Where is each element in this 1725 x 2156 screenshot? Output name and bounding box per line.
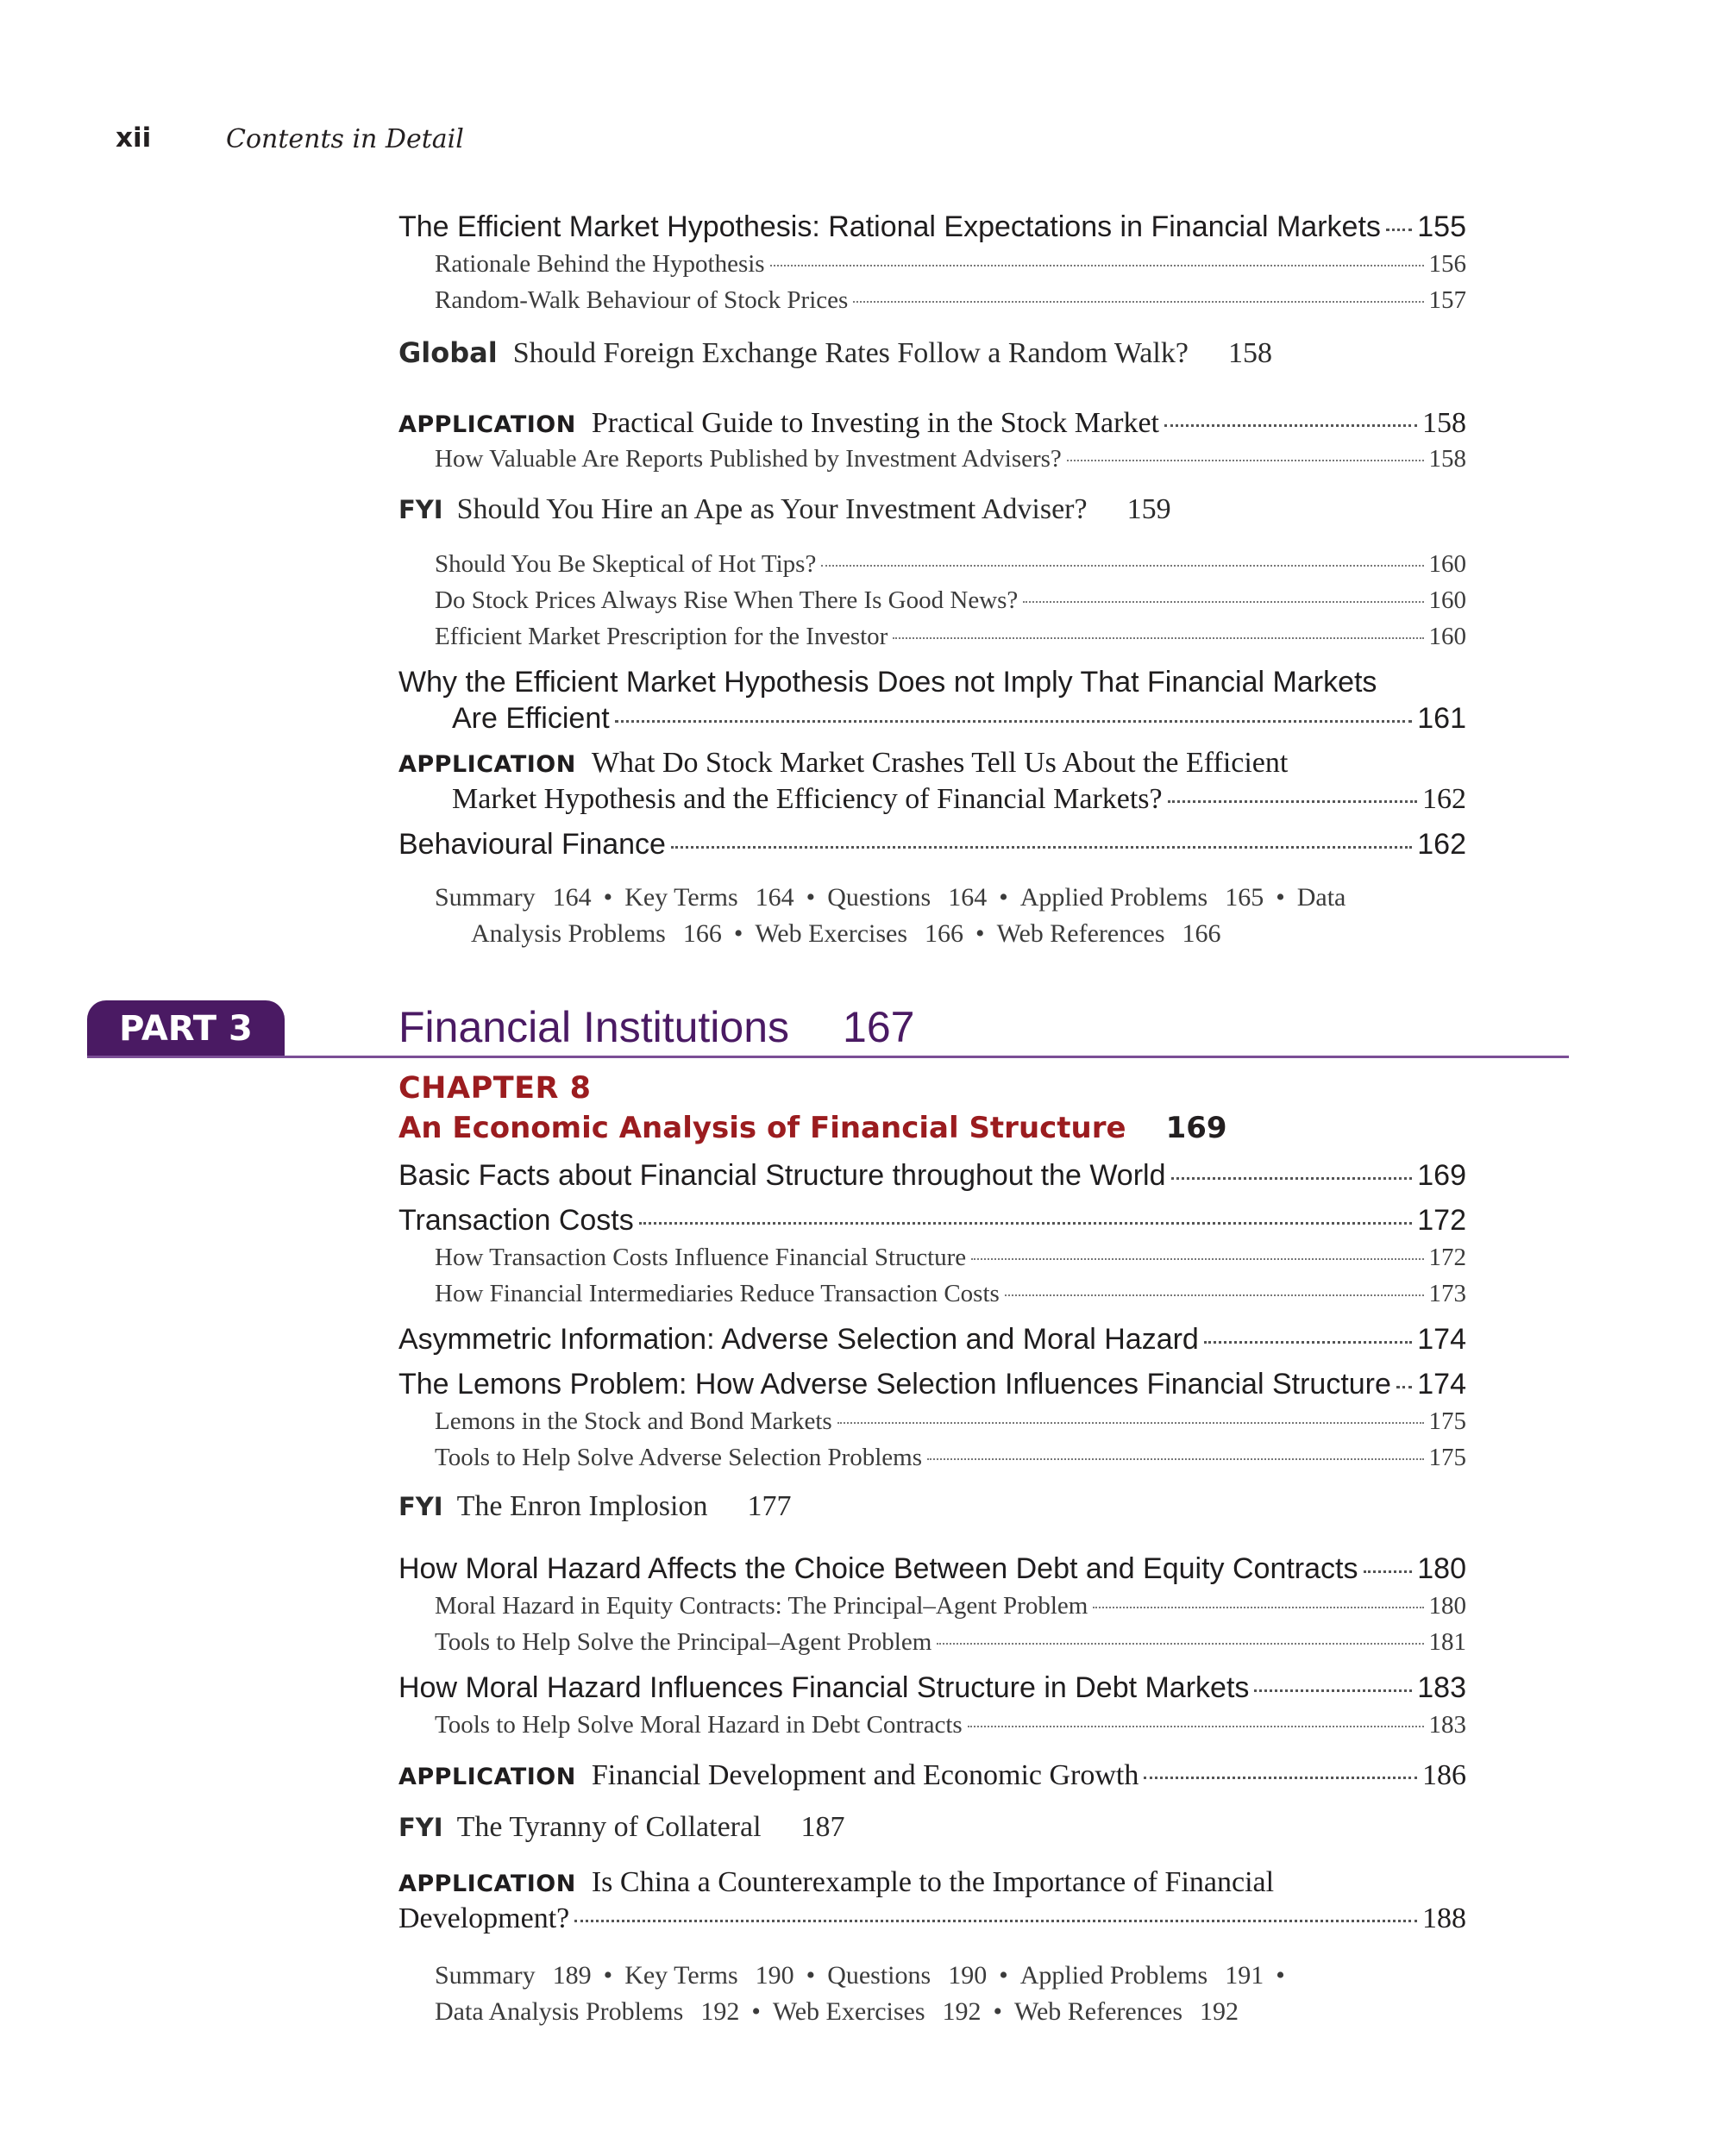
toc-entry-asymmetric-information[interactable] bbox=[398, 1323, 1466, 1357]
entry-page: 175 bbox=[1428, 1444, 1466, 1471]
entry-title: Asymmetric Information: Adverse Selection and Moral Hazard bbox=[398, 1323, 1199, 1356]
box-page: 158 bbox=[1227, 337, 1272, 369]
toc-box-fyi[interactable] bbox=[398, 493, 1171, 526]
toc-entry-why-emh[interactable] bbox=[398, 666, 1466, 699]
dot-leader bbox=[937, 1643, 1423, 1645]
toc-entry-behavioural-finance[interactable] bbox=[398, 828, 1466, 862]
entry-title: Transaction Costs bbox=[398, 1204, 634, 1237]
dot-leader bbox=[1093, 1607, 1423, 1608]
dot-leader bbox=[639, 1222, 1413, 1225]
dot-leader bbox=[1386, 229, 1412, 231]
entry-page: 181 bbox=[1428, 1628, 1466, 1656]
entry-page: 174 bbox=[1417, 1368, 1466, 1401]
dot-leader bbox=[615, 720, 1413, 723]
toc-box-global[interactable] bbox=[398, 336, 1272, 370]
dot-leader bbox=[1396, 1386, 1412, 1388]
entry-page: 155 bbox=[1417, 210, 1466, 243]
part-title-text: Financial Institutions bbox=[398, 1003, 790, 1051]
toc-application[interactable] bbox=[398, 747, 1466, 780]
entry-page: 180 bbox=[1417, 1552, 1466, 1585]
entry-title: How Financial Intermediaries Reduce Transaction Costs bbox=[435, 1280, 1000, 1307]
toc-entry-transaction-costs[interactable] bbox=[398, 1204, 1466, 1238]
part-title[interactable] bbox=[398, 1002, 914, 1052]
toc-box-fyi[interactable] bbox=[398, 1811, 845, 1844]
entry-page: 173 bbox=[1428, 1280, 1466, 1307]
entry-title: Random-Walk Behaviour of Stock Prices bbox=[435, 286, 849, 314]
entry-title: Tools to Help Solve the Principal–Agent Problem bbox=[435, 1628, 932, 1656]
key-terms-link[interactable]: Key Terms 190 bbox=[624, 1961, 794, 1990]
entry-title: Do Stock Prices Always Rise When There Is Good News? bbox=[435, 586, 1019, 614]
entry-title-line2: Market Hypothesis and the Efficiency of Financial Markets? bbox=[452, 783, 1163, 815]
entry-page: 162 bbox=[1417, 828, 1466, 861]
bullet: • bbox=[806, 1961, 816, 1990]
data-analysis-link[interactable]: Data Analysis Problems 192 bbox=[435, 1997, 740, 2026]
bullet: • bbox=[1276, 1961, 1285, 1990]
dot-leader bbox=[671, 846, 1412, 849]
toc-subentry[interactable] bbox=[435, 1444, 1466, 1472]
dot-leader bbox=[1171, 1177, 1413, 1180]
dot-leader bbox=[1164, 424, 1417, 427]
toc-application-continued[interactable] bbox=[452, 783, 1466, 816]
toc-subentry[interactable] bbox=[435, 1280, 1466, 1308]
entry-page: 160 bbox=[1428, 623, 1466, 650]
toc-subentry[interactable] bbox=[435, 550, 1466, 579]
entry-title: Moral Hazard in Equity Contracts: The Principal–Agent Problem bbox=[435, 1592, 1088, 1620]
dot-leader bbox=[1254, 1689, 1412, 1692]
entry-title-line1: Is China a Counterexample to the Importance of Financial bbox=[591, 1866, 1275, 1898]
entry-page: 156 bbox=[1428, 250, 1466, 278]
toc-entry-why-emh-continued[interactable] bbox=[452, 702, 1466, 736]
entry-page: 160 bbox=[1428, 550, 1466, 578]
toc-subentry[interactable] bbox=[435, 586, 1466, 615]
part-page: 167 bbox=[843, 1003, 915, 1051]
entry-page: 158 bbox=[1428, 445, 1466, 473]
entry-title: How Moral Hazard Influences Financial Structure in Debt Markets bbox=[398, 1671, 1250, 1704]
dot-leader bbox=[821, 565, 1423, 567]
dot-leader bbox=[893, 637, 1423, 639]
dot-leader bbox=[1067, 460, 1424, 461]
chapter-title-text: An Economic Analysis of Financial Structure bbox=[398, 1111, 1126, 1145]
chapter-end-matter bbox=[435, 880, 1466, 952]
box-title: Should Foreign Exchange Rates Follow a Random Walk? bbox=[512, 337, 1189, 369]
key-terms-link[interactable]: Key Terms 164 bbox=[624, 883, 794, 912]
toc-subentry[interactable] bbox=[435, 250, 1466, 279]
toc-subentry[interactable] bbox=[435, 445, 1466, 473]
dot-leader bbox=[837, 1422, 1424, 1424]
entry-page: 180 bbox=[1428, 1592, 1466, 1620]
page-folio: xii bbox=[116, 122, 152, 154]
dot-leader bbox=[968, 1726, 1424, 1727]
toc-subentry[interactable] bbox=[435, 1407, 1466, 1436]
bullet: • bbox=[733, 919, 743, 948]
part-label: PART 3 bbox=[87, 1000, 285, 1057]
entry-title: How Valuable Are Reports Published by Investment Advisers? bbox=[435, 445, 1062, 473]
entry-title: How Moral Hazard Affects the Choice Between Debt and Equity Contracts bbox=[398, 1552, 1358, 1585]
toc-subentry[interactable] bbox=[435, 286, 1466, 315]
entry-page: 172 bbox=[1428, 1244, 1466, 1271]
running-head: Contents in Detail bbox=[226, 124, 464, 154]
toc-application[interactable] bbox=[398, 407, 1466, 440]
web-references-link[interactable]: Web References 192 bbox=[1014, 1997, 1239, 2026]
application-tag: APPLICATION bbox=[398, 751, 576, 778]
bullet: • bbox=[999, 1961, 1008, 1990]
entry-title: How Transaction Costs Influence Financial Structure bbox=[435, 1244, 967, 1271]
entry-title: Tools to Help Solve Adverse Selection Problems bbox=[435, 1444, 923, 1471]
application-tag: APPLICATION bbox=[398, 411, 576, 438]
entry-page: 183 bbox=[1417, 1671, 1466, 1704]
part-divider bbox=[87, 1056, 1569, 1058]
entry-title-line2: Are Efficient bbox=[452, 702, 610, 735]
entry-title: Lemons in the Stock and Bond Markets bbox=[435, 1407, 832, 1435]
dot-leader bbox=[853, 301, 1423, 303]
questions-link[interactable]: Questions 190 bbox=[827, 1961, 988, 1990]
box-tag: FYI bbox=[398, 1813, 443, 1842]
dot-leader bbox=[1005, 1294, 1424, 1296]
box-title: Should You Hire an Ape as Your Investment Adviser? bbox=[456, 493, 1088, 525]
dot-leader bbox=[1364, 1570, 1413, 1573]
entry-page: 169 bbox=[1417, 1159, 1466, 1192]
web-exercises-link[interactable]: Web Exercises 192 bbox=[772, 1997, 982, 2026]
entry-title: Practical Guide to Investing in the Stock Market bbox=[591, 407, 1159, 439]
toc-entry-moral-hazard-debt-equity[interactable] bbox=[398, 1552, 1466, 1586]
toc-entry-moral-hazard-debt-markets[interactable] bbox=[398, 1671, 1466, 1705]
data-analysis-link-part1[interactable]: Data bbox=[1296, 883, 1346, 912]
chapter-label: CHAPTER 8 bbox=[398, 1071, 592, 1106]
box-page: 177 bbox=[747, 1490, 792, 1522]
entry-page: 172 bbox=[1417, 1204, 1466, 1237]
application-tag: APPLICATION bbox=[398, 1871, 576, 1897]
entry-title: The Efficient Market Hypothesis: Rational Expectations in Financial Markets bbox=[398, 210, 1381, 243]
entry-page: 161 bbox=[1417, 702, 1466, 735]
box-tag: FYI bbox=[398, 495, 443, 524]
summary-link[interactable]: Summary 164 bbox=[435, 883, 592, 912]
bullet: • bbox=[999, 883, 1008, 912]
dot-leader bbox=[770, 265, 1424, 266]
end-matter-line1 bbox=[435, 880, 1466, 916]
entry-page: 158 bbox=[1422, 407, 1466, 439]
data-analysis-link-part2[interactable]: Analysis Problems 166 bbox=[471, 919, 722, 948]
entry-title: Rationale Behind the Hypothesis bbox=[435, 250, 765, 278]
dot-leader bbox=[574, 1920, 1417, 1922]
bullet: • bbox=[603, 1961, 613, 1990]
web-references-link[interactable]: Web References 166 bbox=[996, 919, 1221, 948]
toc-subentry[interactable] bbox=[435, 1628, 1466, 1657]
dot-leader bbox=[1144, 1777, 1417, 1779]
questions-link[interactable]: Questions 164 bbox=[827, 883, 988, 912]
applied-problems-link[interactable]: Applied Problems 191 bbox=[1019, 1961, 1264, 1990]
box-page: 187 bbox=[800, 1811, 845, 1843]
bullet: • bbox=[751, 1997, 761, 2026]
entry-title: Basic Facts about Financial Structure throughout the World bbox=[398, 1159, 1166, 1192]
web-exercises-link[interactable]: Web Exercises 166 bbox=[755, 919, 964, 948]
chapter-page: 169 bbox=[1165, 1111, 1227, 1145]
entry-page: 175 bbox=[1428, 1407, 1466, 1435]
box-title: The Tyranny of Collateral bbox=[456, 1811, 762, 1843]
dot-leader bbox=[1023, 601, 1423, 603]
application-tag: APPLICATION bbox=[398, 1764, 576, 1790]
dot-leader bbox=[927, 1458, 1423, 1460]
end-matter-line2 bbox=[435, 1994, 1466, 2030]
entry-title: Should You Be Skeptical of Hot Tips? bbox=[435, 550, 817, 578]
entry-title: Efficient Market Prescription for the Investor bbox=[435, 623, 888, 650]
bullet: • bbox=[1276, 883, 1285, 912]
entry-title-line1: What Do Stock Market Crashes Tell Us About the Efficient bbox=[591, 747, 1289, 779]
chapter-end-matter bbox=[435, 1958, 1466, 2030]
entry-page: 186 bbox=[1422, 1759, 1466, 1791]
bullet: • bbox=[993, 1997, 1003, 2026]
dot-leader bbox=[1168, 800, 1417, 803]
end-matter-line2 bbox=[435, 916, 1466, 952]
box-tag: Global bbox=[398, 336, 498, 369]
toc-application[interactable] bbox=[398, 1866, 1466, 1899]
bullet: • bbox=[975, 919, 985, 948]
chapter-title[interactable] bbox=[398, 1111, 1227, 1145]
dot-leader bbox=[971, 1258, 1423, 1260]
entry-title: The Lemons Problem: How Adverse Selection Influences Financial Structure bbox=[398, 1368, 1391, 1401]
entry-title: Behavioural Finance bbox=[398, 828, 666, 861]
toc-application[interactable] bbox=[398, 1759, 1466, 1792]
entry-page: 183 bbox=[1428, 1711, 1466, 1739]
entry-title-line1: Why the Efficient Market Hypothesis Does not Imply That Financial Markets bbox=[398, 666, 1377, 699]
toc-subentry[interactable] bbox=[435, 623, 1466, 651]
entry-page: 157 bbox=[1428, 286, 1466, 314]
entry-page: 188 bbox=[1422, 1902, 1466, 1934]
box-page: 159 bbox=[1126, 493, 1171, 525]
end-matter-line1 bbox=[435, 1958, 1466, 1994]
entry-page: 162 bbox=[1422, 783, 1466, 815]
entry-title: Tools to Help Solve Moral Hazard in Debt Contracts bbox=[435, 1711, 963, 1739]
toc-subentry[interactable] bbox=[435, 1592, 1466, 1620]
toc-entry-basic-facts[interactable] bbox=[398, 1159, 1466, 1193]
toc-application-continued[interactable] bbox=[398, 1902, 1466, 1935]
entry-title: Financial Development and Economic Growth bbox=[591, 1759, 1139, 1791]
entry-page: 174 bbox=[1417, 1323, 1466, 1356]
toc-entry-efficient-market-hypothesis[interactable] bbox=[398, 210, 1466, 244]
box-tag: FYI bbox=[398, 1492, 443, 1521]
toc-entry-lemons-problem[interactable] bbox=[398, 1368, 1466, 1401]
bullet: • bbox=[806, 883, 816, 912]
toc-subentry[interactable] bbox=[435, 1244, 1466, 1272]
applied-problems-link[interactable]: Applied Problems 165 bbox=[1019, 883, 1264, 912]
bullet: • bbox=[603, 883, 613, 912]
dot-leader bbox=[1204, 1341, 1412, 1344]
entry-title-line2: Development? bbox=[398, 1902, 570, 1934]
toc-box-fyi[interactable] bbox=[398, 1490, 791, 1523]
entry-page: 160 bbox=[1428, 586, 1466, 614]
summary-link[interactable]: Summary 189 bbox=[435, 1961, 592, 1990]
toc-subentry[interactable] bbox=[435, 1711, 1466, 1739]
box-title: The Enron Implosion bbox=[456, 1490, 708, 1522]
